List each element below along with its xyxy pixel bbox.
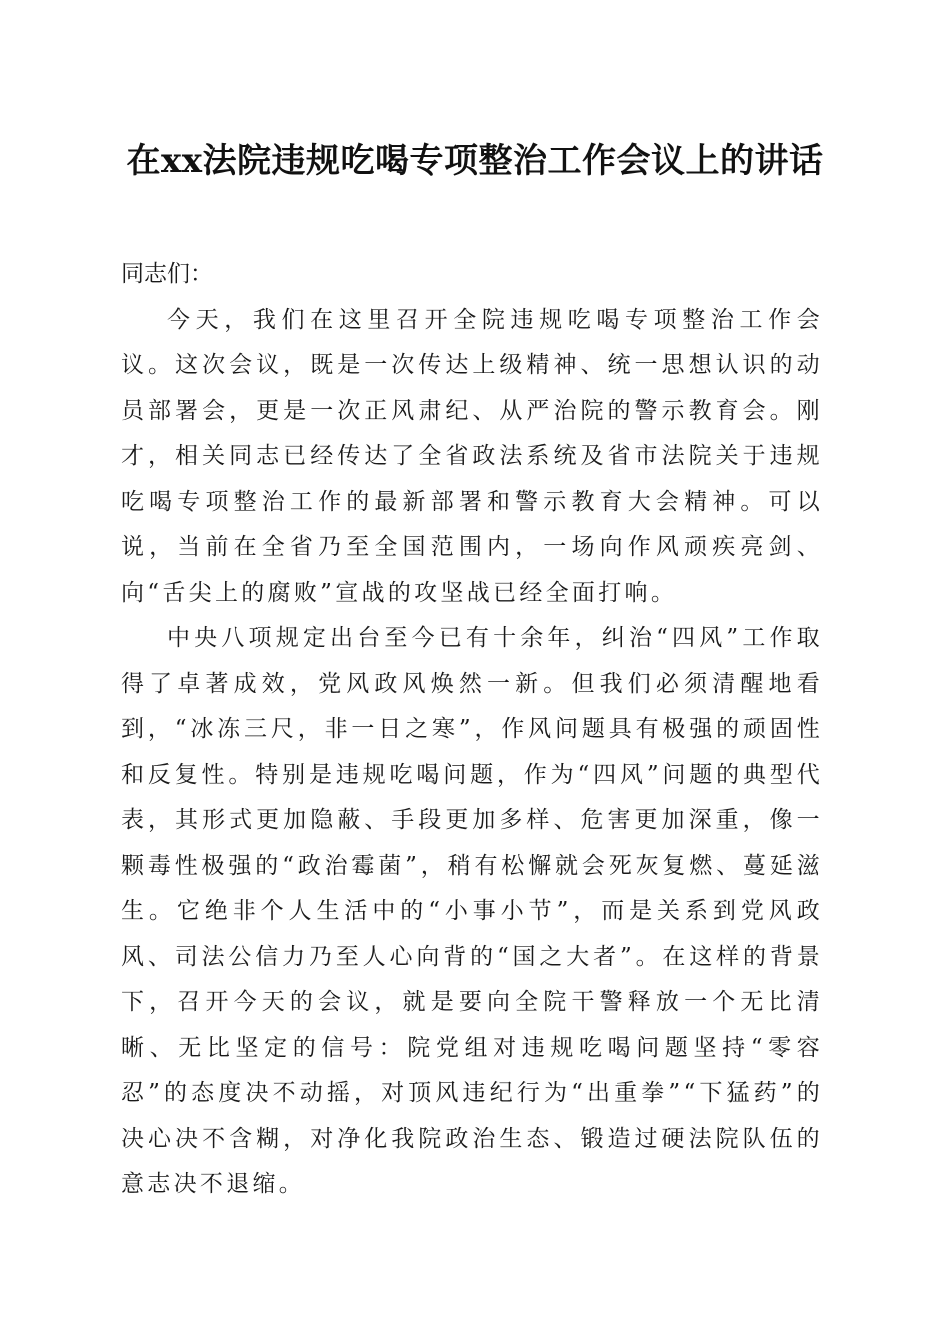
document-title: 在xx法院违规吃喝专项整治工作会议上的讲话 bbox=[126, 141, 824, 181]
paragraph-2: 中央八项规定出台至今已有十余年，纠治“四风”工作取得了卓著成效，党风政风焕然一新。但我们必须清醒地看到，“冰冻三尺，非一日之寒”，作风问题具有极强的顽固性和反复性。特别是违规吃喝问题，作为“四风”问题的典型代表，其形式更加隐蔽、手段更加多样、危害更加深重，像一颗毒性极强的“政治霉菌”，稍有松懈就会死灰复燃、蔓延滋生。它绝非个人生活中的“小事小节”，而是关系到党风政风、司法公信力乃至人心向背的“国之大者”。在这样的背景下，召开今天的会议，就是要向全院干警释放一个无比清晰、无比坚定的信号：院党组对违规吃喝问题坚持“零容忍”的态度决不动摇，对顶风违纪行为“出重拳”“下猛药”的决心决不含糊，对净化我院政治生态、锻造过硬法院队伍的意志决不退缩。 bbox=[121, 625, 823, 1197]
paragraph-1: 今天，我们在这里召开全院违规吃喝专项整治工作会议。这次会议，既是一次传达上级精神、统一思想认识的动员部署会，更是一次正风肃纪、从严治院的警示教育会。刚才，相关同志已经传达了全省政法系统及省市法院关于违规吃喝专项整治工作的最新部署和警示教育大会精神。可以说，当前在全省乃至全国范围内，一场向作风顽疾亮剑、向“舌尖上的腐败”宣战的攻坚战已经全面打响。 bbox=[121, 306, 823, 606]
salutation: 同志们： bbox=[121, 261, 213, 287]
document-body bbox=[121, 252, 823, 1208]
